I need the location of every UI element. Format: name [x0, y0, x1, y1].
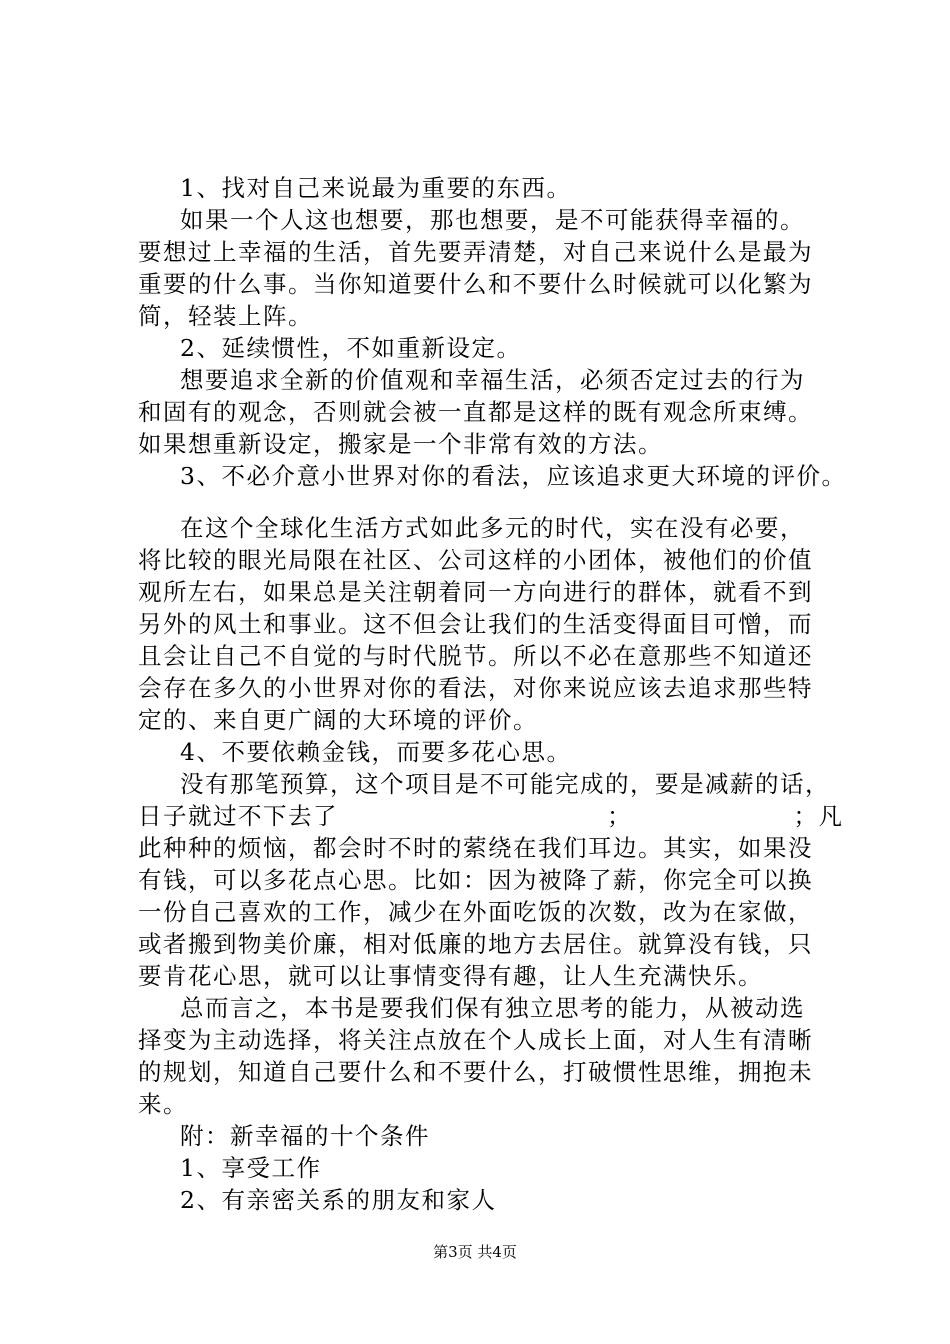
text-line: 简，轻装上阵。 [138, 302, 313, 330]
text-line: 3、不必介意小世界对你的看法，应该追求更大环境的评价。 [180, 462, 847, 490]
text-line: 1、找对自己来说最为重要的东西。 [180, 174, 572, 202]
page-footer: 第3页 共4页 [433, 1243, 517, 1261]
text-line: 要想过上幸福的生活，首先要弄清楚，对自己来说什么是最为 [138, 238, 813, 266]
text-line: 或者搬到物美价廉，相对低廉的地方去居住。就算没有钱，只 [138, 930, 813, 958]
text-line: 另外的风土和事业。这不但会让我们的生活变得面目可憎，而 [138, 610, 813, 638]
text-line: 定的、来自更广阔的大环境的评价。 [138, 706, 538, 734]
text-line: 的规划，知道自己要什么和不要什么，打破惯性思维，拥抱未 [138, 1058, 813, 1086]
text-line: 此种种的烦恼，都会时不时的萦绕在我们耳边。其实，如果没 [138, 834, 813, 862]
text-line: 1、享受工作 [180, 1154, 322, 1182]
text-line: 附：新幸福的十个条件 [180, 1122, 430, 1150]
text-line: 有钱，可以多花点心思。比如：因为被降了薪，你完全可以换 [138, 866, 813, 894]
text-line: 来。 [138, 1090, 188, 1118]
text-line: 总而言之，本书是要我们保有独立思考的能力，从被动选 [180, 994, 805, 1022]
text-line: 要肯花心思，就可以让事情变得有趣，让人生充满快乐。 [138, 962, 763, 990]
text-line: 且会让自己不自觉的与时代脱节。所以不必在意那些不知道还 [138, 642, 813, 670]
text-line: 4、不要依赖金钱，而要多花心思。 [180, 738, 572, 766]
text-line: 观所左右，如果总是关注朝着同一方向进行的群体，就看不到 [138, 578, 813, 606]
text-line: 2、延续惯性，不如重新设定。 [180, 334, 522, 362]
text-line: 会存在多久的小世界对你的看法，对你来说应该去追求那些特 [138, 674, 813, 702]
text-line: 和固有的观念，否则就会被一直都是这样的既有观念所束缚。 [138, 398, 813, 426]
text-line: 2、有亲密关系的朋友和家人 [180, 1186, 497, 1214]
text-line: 重要的什么事。当你知道要什么和不要什么时候就可以化繁为 [138, 270, 813, 298]
text-line: 没有那笔预算，这个项目是不可能完成的，要是减薪的话， [180, 770, 830, 798]
text-line: 一份自己喜欢的工作，减少在外面吃饭的次数，改为在家做， [138, 898, 813, 926]
text-line: 将比较的眼光局限在社区、公司这样的小团体，被他们的价值 [138, 546, 813, 574]
text-line: 在这个全球化生活方式如此多元的时代，实在没有必要， [180, 514, 805, 542]
text-line: 如果想重新设定，搬家是一个非常有效的方法。 [138, 430, 663, 458]
text-line: 日子就过不下去了 ； ；凡 [138, 802, 844, 830]
text-line: 择变为主动选择，将关注点放在个人成长上面，对人生有清晰 [138, 1026, 813, 1054]
text-line: 如果一个人这也想要，那也想要，是不可能获得幸福的。 [180, 206, 805, 234]
text-line: 想要追求全新的价值观和幸福生活，必须否定过去的行为 [180, 366, 805, 394]
